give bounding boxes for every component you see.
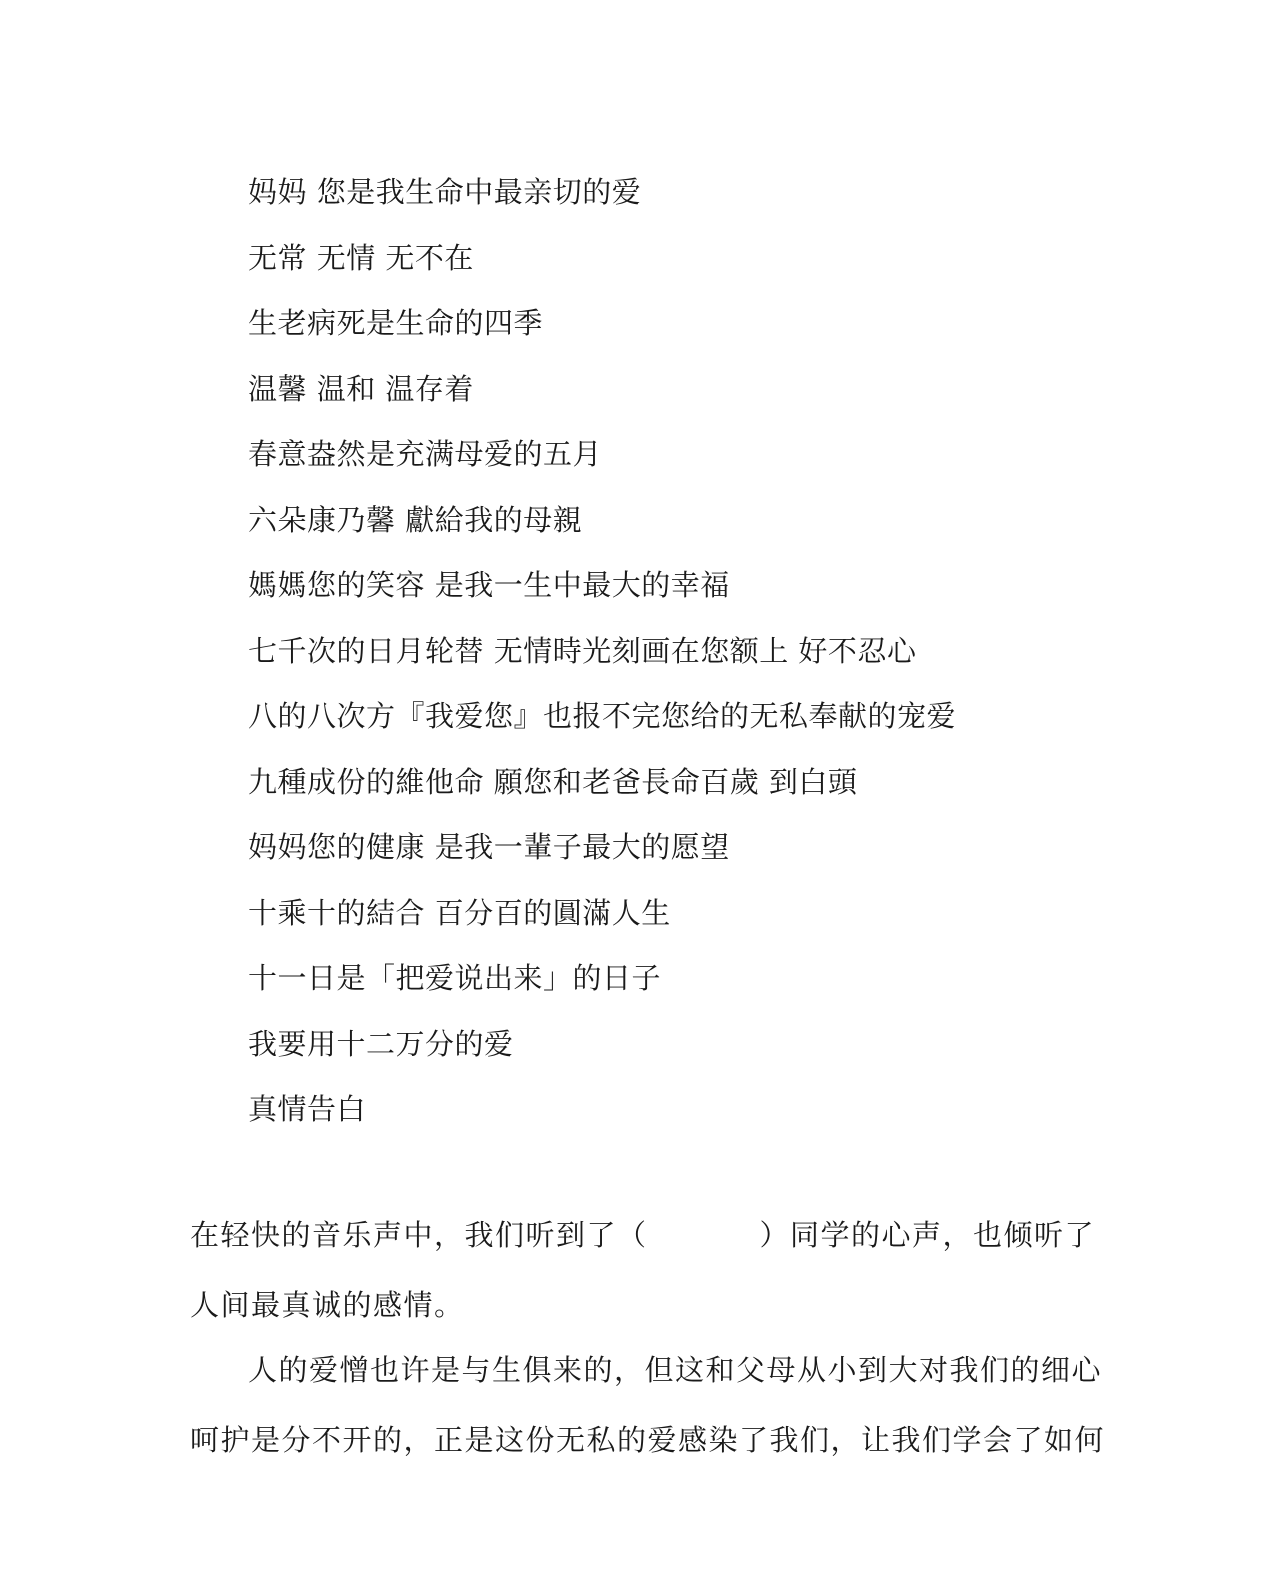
- poem-line: 生老病死是生命的四季: [248, 306, 544, 340]
- poem: [248, 160, 956, 1143]
- narration-paragraph-1: [190, 1200, 1096, 1340]
- poem-line: 十乘十的結合 百分百的圓滿人生: [248, 895, 671, 930]
- poem-line: 我要用十二万分的爱: [248, 1026, 514, 1061]
- paragraph-line: 呵护是分不开的，正是这份无私的爱感染了我们，让我们学会了如何: [190, 1423, 1106, 1457]
- poem-line: 六朵康乃馨 獻給我的母親: [248, 502, 583, 537]
- narration-paragraph-2: [190, 1335, 1106, 1475]
- poem-line: 十一日是「把爱说出来」的日子: [248, 961, 662, 995]
- paragraph-line: [190, 1200, 1096, 1270]
- poem-line: 九種成份的維他命 願您和老爸長命百歲 到白頭: [248, 764, 858, 799]
- poem-line: 春意盎然是充满母爱的五月: [248, 437, 603, 471]
- poem-line: 妈妈您的健康 是我一輩子最大的愿望: [248, 830, 730, 864]
- narration-text: ）同学的心声，也倾听了: [759, 1218, 1096, 1252]
- poem-line: 七千次的日月轮替 无情時光刻画在您额上 好不忍心: [248, 633, 917, 668]
- poem-line: 媽媽您的笑容 是我一生中最大的幸福: [248, 568, 730, 602]
- poem-line: 妈妈 您是我生命中最亲切的爱: [248, 175, 642, 209]
- poem-line: 八的八次方『我爱您』也报不完您给的无私奉献的宠爱: [248, 699, 957, 733]
- narration-text: 在轻快的音乐声中，我们听到了（: [190, 1218, 648, 1252]
- paragraph-line: 人间最真诚的感情。: [190, 1288, 465, 1322]
- poem-line: 无常 无情 无不在: [248, 240, 474, 275]
- poem-line: 温馨 温和 温存着: [248, 371, 474, 406]
- poem-line: 真情告白: [248, 1092, 367, 1126]
- paragraph-line: 人的爱憎也许是与生俱来的，但这和父母从小到大对我们的细心: [248, 1353, 1103, 1387]
